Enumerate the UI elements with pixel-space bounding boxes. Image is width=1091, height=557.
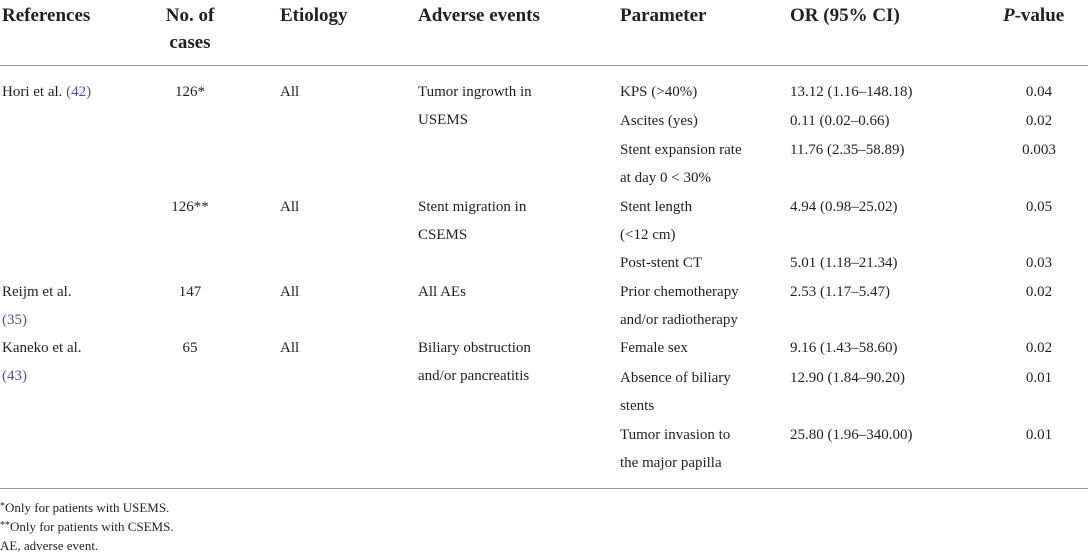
citation-link[interactable]: (35) [2,312,27,328]
parameter-line1: Stent expansion rate [620,142,742,158]
footnote-csems [0,517,174,536]
p-value-cell: 0.01 [1025,427,1053,443]
etiology-cell: All [280,284,300,300]
header-references: References [2,5,91,26]
header-cases-line1: No. of [165,5,215,26]
p-value-cell: 0.05 [1025,199,1053,215]
reference-reijm [2,278,72,334]
p-value-cell: 0.03 [1025,255,1053,271]
parameter-cell [620,421,730,477]
header-or-ci: OR (95% CI) [790,5,900,26]
reference-name: Hori et al. [2,84,63,100]
parameter-cell [620,364,731,420]
parameter-line2: at day 0 < 30% [620,170,711,186]
parameter-cell: Post-stent CT [620,255,703,271]
parameter-cell [620,278,739,334]
parameter-cell [620,136,742,192]
reference-kaneko [2,334,82,390]
parameter-cell: Female sex [620,340,688,356]
table-bottom-rule [0,488,1088,489]
cases-cell: 126* [175,84,205,100]
or-cell: 11.76 (2.35–58.89) [790,142,905,158]
parameter-line2: stents [620,398,655,414]
header-rule [0,65,1088,66]
header-cases-line2: cases [169,32,211,53]
parameter-cell: KPS (>40%) [620,84,698,100]
footnote-usems [0,498,169,517]
header-adverse-events: Adverse events [418,5,540,26]
p-value-cell: 0.02 [1025,284,1053,300]
p-value-cell: 0.04 [1025,84,1053,100]
adverse-event-line2: and/or pancreatitis [418,368,530,384]
header-p-italic: P [1003,5,1015,26]
citation-link[interactable]: (43) [2,368,27,384]
etiology-cell: All [280,340,300,356]
footnote-mark: * [0,501,5,512]
p-value-cell: 0.01 [1025,370,1053,386]
p-value-cell: 0.003 [1022,142,1056,158]
cases-cell: 65 [182,340,198,356]
cases-cell: 126** [171,199,209,215]
header-p-value [1003,2,1064,29]
reference-name: Kaneko et al. [2,340,82,356]
or-cell: 0.11 (0.02–0.66) [790,113,890,129]
footnote-text: Only for patients with CSEMS. [10,519,174,534]
header-parameter: Parameter [620,5,707,26]
footnote-abbreviation: AE, adverse event. [0,538,99,553]
or-cell: 13.12 (1.16–148.18) [790,84,913,100]
etiology-cell: All [280,84,300,100]
p-value-cell: 0.02 [1025,113,1053,129]
adverse-event-line2: USEMS [418,112,469,128]
or-cell: 2.53 (1.17–5.47) [790,284,890,300]
header-p-rest: -value [1014,5,1065,26]
adverse-event-line1: Biliary obstruction [418,340,531,356]
adverse-event-line1: Stent migration in [418,199,527,215]
adverse-event-cell [418,193,526,249]
or-cell: 4.94 (0.98–25.02) [790,199,898,215]
cases-cell: 147 [178,284,202,300]
adverse-event-line2: CSEMS [418,227,468,243]
parameter-cell [620,193,692,249]
reference-name: Reijm et al. [2,284,72,300]
citation-link[interactable]: (42) [66,84,92,100]
parameter-line1: Absence of biliary [620,370,731,386]
footnote-text: Only for patients with USEMS. [5,500,170,515]
parameter-cell: Ascites (yes) [620,113,698,129]
or-cell: 9.16 (1.43–58.60) [790,340,898,356]
parameter-line2: (<12 cm) [620,227,676,243]
adverse-event-cell [418,78,532,134]
parameter-line2: the major papilla [620,455,722,471]
header-no-of-cases [150,2,230,56]
or-cell: 12.90 (1.84–90.20) [790,370,905,386]
or-cell: 5.01 (1.18–21.34) [790,255,898,271]
parameter-line2: and/or radiotherapy [620,312,738,328]
or-cell: 25.80 (1.96–340.00) [790,427,913,443]
reference-hori [2,78,91,106]
adverse-event-cell [418,334,531,390]
parameter-line1: Prior chemotherapy [620,284,739,300]
parameter-line1: Stent length [620,199,693,215]
adverse-event-cell: All AEs [418,284,466,300]
header-etiology: Etiology [280,5,348,26]
footnote-mark: ** [0,520,10,531]
p-value-cell: 0.02 [1025,340,1053,356]
adverse-event-line1: Tumor ingrowth in [418,84,532,100]
parameter-line1: Tumor invasion to [620,427,731,443]
etiology-cell: All [280,199,300,215]
